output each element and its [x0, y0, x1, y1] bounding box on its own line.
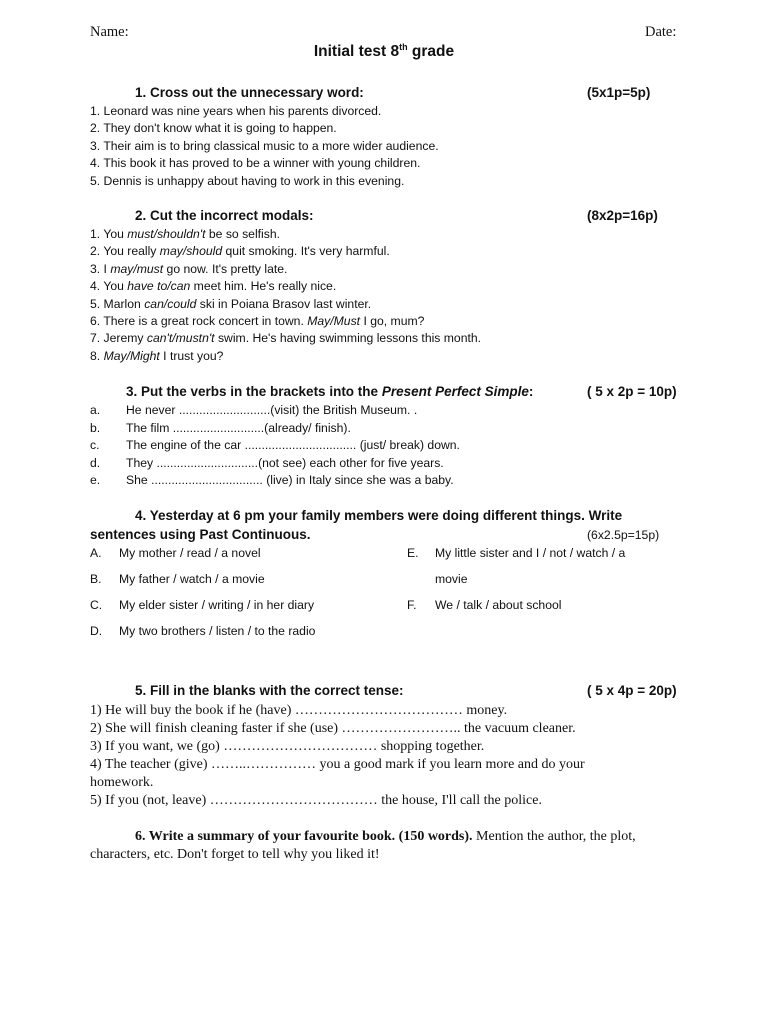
list-item: 2. You really may/should quit smoking. It's very harmful. — [90, 244, 390, 258]
list-item: 8. May/Might I trust you? — [90, 349, 224, 363]
section-5-points: ( 5 x 4p = 20p) — [587, 683, 677, 698]
section-4-points: (6x2.5p=15p) — [587, 528, 660, 542]
list-item: 6. There is a great rock concert in town. May/Must I go, mum? — [90, 314, 425, 328]
section-6-title: 6. Write a summary of your favourite book. (150 words). Mention the author, the plot, — [135, 829, 636, 844]
list-item: 1. Leonard was nine years when his parents divorced. — [90, 104, 382, 118]
list-item: A. My mother / read / a novel — [90, 546, 261, 560]
list-item: 5) If you (not, leave) ……………………………… the house, I'll call the police. — [90, 793, 542, 808]
name-label: Name: — [90, 24, 129, 40]
list-item: e. She ................................. (live) in Italy since she was a baby. — [90, 473, 454, 487]
list-item: 3. I may/must go now. It's pretty late. — [90, 262, 288, 276]
section-6-text: characters, etc. Don't forget to tell why you liked it! — [90, 847, 380, 862]
date-label: Date: — [645, 24, 677, 40]
list-item: F. We / talk / about school — [407, 598, 562, 612]
list-item: C. My elder sister / writing / in her diary — [90, 598, 315, 612]
list-item: d. They ..............................(not see) each other for five years. — [90, 456, 444, 470]
list-item: movie — [435, 572, 468, 586]
list-item: 3. Their aim is to bring classical music to a more wider audience. — [90, 139, 439, 153]
list-item: 4. This book it has proved to be a winner with young children. — [90, 156, 421, 170]
list-item: 5. Marlon can/could ski in Poiana Brasov last winter. — [90, 297, 372, 311]
list-item: 5. Dennis is unhappy about having to work in this evening. — [90, 174, 405, 188]
section-3-title: 3. Put the verbs in the brackets into the Present Perfect Simple: — [126, 384, 534, 399]
section-4-title-line-2: sentences using Past Continuous. — [90, 527, 311, 542]
section-3-points: ( 5 x 2p = 10p) — [587, 384, 677, 399]
section-2-title: 2. Cut the incorrect modals: — [135, 208, 314, 223]
list-item: homework. — [90, 775, 154, 790]
list-item: b. The film ...........................(already/ finish). — [90, 421, 351, 435]
list-item: 4. You have to/can meet him. He's really nice. — [90, 279, 337, 293]
section-5-title: 5. Fill in the blanks with the correct tense: — [135, 683, 404, 698]
list-item: 2. They don't know what it is going to happen. — [90, 121, 337, 135]
page-title: Initial test 8th grade — [313, 42, 455, 61]
list-item: c. The engine of the car ................................. (just/ break) down. — [90, 438, 460, 452]
list-item: 3) If you want, we (go) …………………………… shopping together. — [90, 739, 485, 754]
list-item: 1. You must/shouldn't be so selfish. — [90, 227, 281, 241]
section-2-points: (8x2p=16p) — [587, 208, 658, 223]
list-item: E. My little sister and I / not / watch / a — [407, 546, 626, 560]
section-4-title-line-1: 4. Yesterday at 6 pm your family members were doing different things. Write — [135, 508, 623, 523]
list-item: B. My father / watch / a movie — [90, 572, 265, 586]
list-item: a. He never ...........................(visit) the British Museum. . — [90, 403, 418, 417]
list-item: 7. Jeremy can't/mustn't swim. He's having swimming lessons this month. — [90, 331, 482, 345]
list-item: D. My two brothers / listen / to the radio — [90, 624, 316, 638]
section-1-points: (5x1p=5p) — [587, 85, 651, 100]
list-item: 2) She will finish cleaning faster if she (use) …………………….. the vacuum cleaner. — [90, 721, 576, 736]
list-item: 4) The teacher (give) ……..…………… you a good mark if you learn more and do your — [90, 757, 585, 772]
list-item: 1) He will buy the book if he (have) ……………………………… money. — [90, 703, 508, 718]
section-1-title: 1. Cross out the unnecessary word: — [135, 85, 364, 100]
